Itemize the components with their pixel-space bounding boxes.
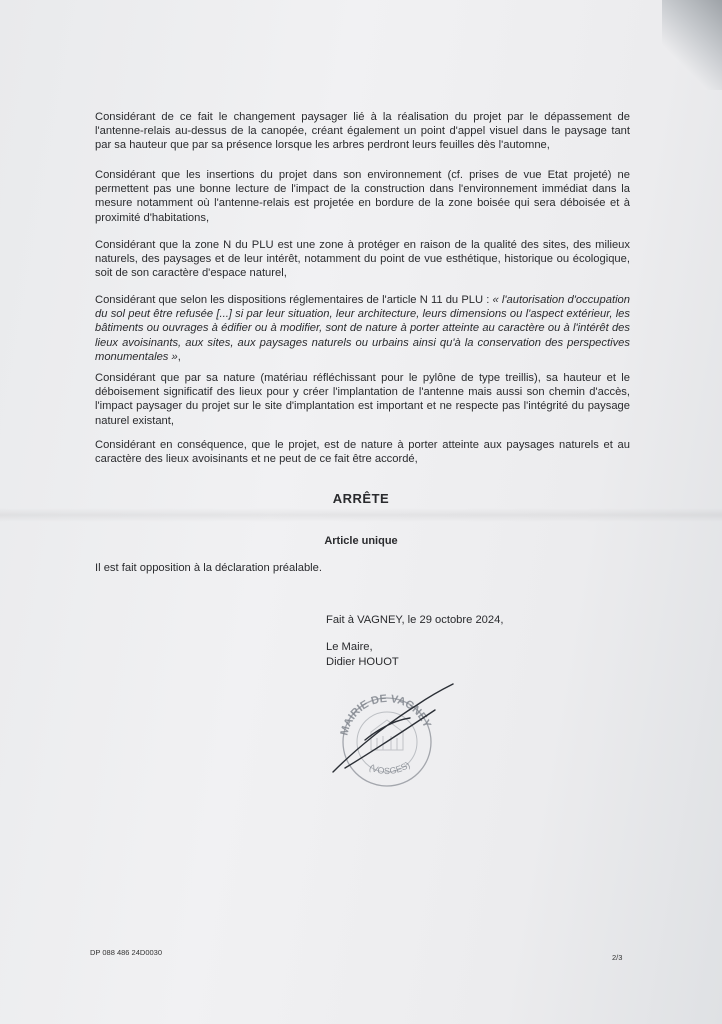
- svg-text:MAIRIE DE VAGNEY: [338, 693, 433, 737]
- para4-tail: ,: [177, 350, 181, 363]
- considerant-paragraph-4: [95, 293, 630, 364]
- considerant-paragraph-6: Considérant en conséquence, que le projet, est de nature à porter atteinte aux paysages naturels et au caractère des lieux avoisinants et ne peut de ce fait être accordé,: [95, 439, 630, 466]
- considerant-paragraph-5: Considérant que par sa nature (matériau réfléchissant pour le pylône de type treillis), sa hauteur et le déboisement significatif des lieux pour y créer l'implantation de l'antenne mais aussi son chemin d'accès, l'impact paysager du projet sur le site d'implantation est important et ne respecte pas l'intégrité du paysage naturel existant,: [95, 372, 630, 427]
- considerant-paragraph-3: Considérant que la zone N du PLU est une zone à protéger en raison de la qualité des sites, des milieux naturels, des paysages et de leur intérêt, notamment du point de vue esthétique, historique ou écologique, soit de son caractère d'espace naturel,: [95, 239, 630, 280]
- paper-fold: [0, 508, 722, 522]
- dossier-reference: DP 088 486 24D0030: [90, 948, 163, 957]
- para4-lead: Considérant que selon les dispositions réglementaires de l'article N 11 du PLU :: [95, 294, 493, 306]
- arrete-heading: ARRÊTE: [332, 491, 390, 506]
- article-heading: Article unique: [324, 535, 398, 547]
- page-corner-shadow: [662, 0, 722, 90]
- mairie-stamp-and-signature: [325, 680, 455, 790]
- mayor-title: Le Maire,: [326, 641, 373, 653]
- considerant-paragraph-2: Considérant que les insertions du projet dans son environnement (cf. prises de vue Etat projeté) ne permettent pas une bonne lecture de l'impact de la construction dans l'environnement immédiat dans la mesure notamment où l'antenne-relais est projetée en bordure de la zone boisée qui sera déboisée et à proximité d'habitations,: [95, 169, 630, 224]
- svg-text:(VOSGES): [368, 760, 412, 776]
- mayor-name: Didier HOUOT: [326, 656, 399, 668]
- stamp-text-top: MAIRIE DE VAGNEY: [338, 692, 433, 737]
- considerant-paragraph-1: Considérant de ce fait le changement paysager lié à la réalisation du projet par le dépassement de l'antenne-relais au-dessus de la canopée, créant également un point d'appel visuel dans le paysage tant par sa hauteur que par sa présence lorsque les arbres perdront leurs feuilles dès l'automne,: [95, 111, 630, 152]
- page-number: 2/3: [612, 953, 623, 962]
- plu-article-quote: « l'autorisation d'occupation du sol peut être refusée [...] si par leur situation, leur architecture, leurs dimensions ou l'aspect extérieur, les bâtiments ou ouvrages à édifier ou à modifier, sont de nature à porter atteinte au caractère ou à l'intérêt des lieux avoisinants, aux sites, aux paysages naturels ou urbains ainsi qu'à la conservation des perspectives monumentales »: [95, 294, 630, 363]
- stamp-text-bottom: (VOSGES): [367, 759, 412, 777]
- place-date: Fait à VAGNEY, le 29 octobre 2024,: [326, 614, 504, 626]
- decision-text: Il est fait opposition à la déclaration préalable.: [95, 562, 323, 574]
